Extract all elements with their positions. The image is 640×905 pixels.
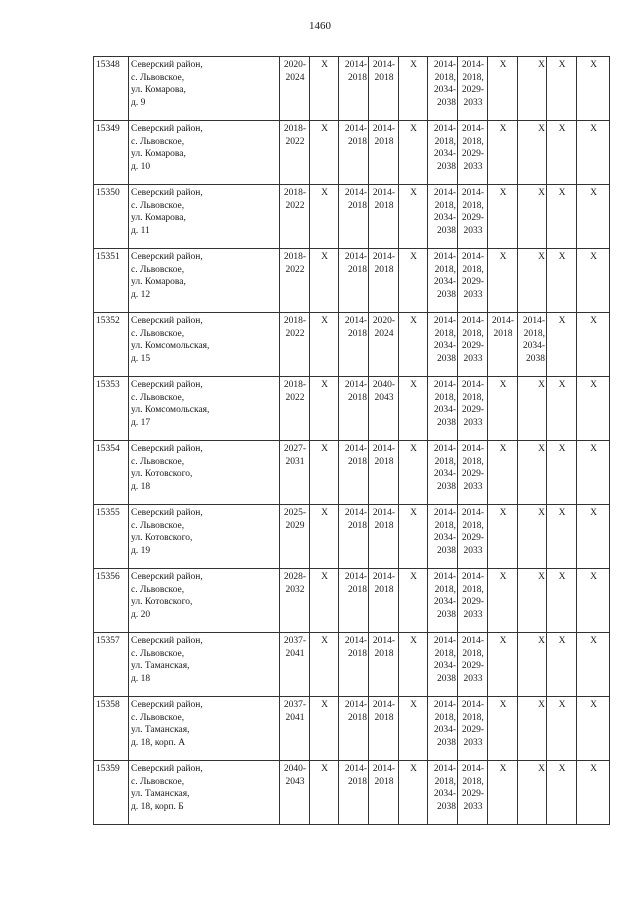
- address-cell: Северский район, с. Львовское, ул. Комсомольская, д. 17: [129, 377, 280, 441]
- period-cell: 2014- 2018, 2034- 2038: [518, 313, 547, 377]
- period-cell: 2014- 2018, 2034- 2038: [428, 569, 458, 633]
- period-cell: 2014- 2018, 2029- 2033: [458, 249, 488, 313]
- table-row: [94, 57, 610, 121]
- period-cell: 2014- 2018: [339, 505, 369, 569]
- period-cell: 2014- 2018: [339, 377, 369, 441]
- mark-cell: X: [310, 377, 339, 441]
- mark-cell: X: [399, 185, 428, 249]
- mark-cell: X: [310, 57, 339, 121]
- period-cell: 2014- 2018, 2034- 2038: [428, 505, 458, 569]
- period-cell: X: [488, 761, 518, 825]
- period-cell: 2037- 2041: [280, 633, 310, 697]
- period-cell: 2018- 2022: [280, 249, 310, 313]
- period-cell: 2014- 2018: [369, 697, 399, 761]
- address-cell: Северский район, с. Львовское, ул. Таманская, д. 18: [129, 633, 280, 697]
- mark-cell: X: [310, 121, 339, 185]
- period-cell: 2014- 2018: [369, 633, 399, 697]
- period-cell: 2014- 2018, 2034- 2038: [428, 441, 458, 505]
- period-cell: 2014- 2018: [369, 57, 399, 121]
- table-row: [94, 697, 610, 761]
- row-number-cell: 15352: [94, 313, 129, 377]
- period-cell: X: [488, 249, 518, 313]
- period-cell: X: [488, 121, 518, 185]
- address-cell: Северский район, с. Львовское, ул. Таманская, д. 18, корп. А: [129, 697, 280, 761]
- repair-schedule-table: [93, 56, 610, 825]
- period-cell: X: [518, 249, 547, 313]
- period-cell: X: [488, 697, 518, 761]
- period-cell: X: [488, 505, 518, 569]
- table-row: [94, 377, 610, 441]
- period-cell: 2014- 2018, 2034- 2038: [428, 185, 458, 249]
- mark-cell: X: [310, 569, 339, 633]
- period-cell: 2014- 2018, 2029- 2033: [458, 569, 488, 633]
- mark-cell: X: [547, 377, 577, 441]
- mark-cell: X: [399, 441, 428, 505]
- table-row: [94, 761, 610, 825]
- mark-cell: X: [547, 313, 577, 377]
- table-row: [94, 569, 610, 633]
- period-cell: 2014- 2018, 2034- 2038: [428, 249, 458, 313]
- period-cell: 2018- 2022: [280, 377, 310, 441]
- row-number-cell: 15359: [94, 761, 129, 825]
- mark-cell: X: [399, 313, 428, 377]
- period-cell: 2025- 2029: [280, 505, 310, 569]
- period-cell: X: [518, 697, 547, 761]
- period-cell: 2014- 2018, 2034- 2038: [428, 633, 458, 697]
- period-cell: X: [518, 633, 547, 697]
- mark-cell: X: [547, 249, 577, 313]
- address-cell: Северский район, с. Львовское, ул. Таманская, д. 18, корп. Б: [129, 761, 280, 825]
- mark-cell: X: [310, 185, 339, 249]
- address-cell: Северский район, с. Львовское, ул. Комарова, д. 9: [129, 57, 280, 121]
- mark-cell: X: [577, 185, 610, 249]
- period-cell: 2014- 2018, 2029- 2033: [458, 505, 488, 569]
- period-cell: 2014- 2018, 2029- 2033: [458, 57, 488, 121]
- mark-cell: X: [399, 761, 428, 825]
- mark-cell: X: [547, 697, 577, 761]
- period-cell: 2014- 2018: [369, 185, 399, 249]
- period-cell: 2014- 2018, 2029- 2033: [458, 185, 488, 249]
- page-number: 1460: [309, 20, 331, 32]
- period-cell: 2014- 2018, 2029- 2033: [458, 377, 488, 441]
- mark-cell: X: [399, 697, 428, 761]
- period-cell: 2028- 2032: [280, 569, 310, 633]
- period-cell: 2020- 2024: [369, 313, 399, 377]
- table-row: [94, 505, 610, 569]
- period-cell: 2014- 2018, 2029- 2033: [458, 633, 488, 697]
- period-cell: 2014- 2018: [339, 249, 369, 313]
- row-number-cell: 15353: [94, 377, 129, 441]
- mark-cell: X: [577, 121, 610, 185]
- period-cell: X: [488, 185, 518, 249]
- mark-cell: X: [547, 185, 577, 249]
- period-cell: 2018- 2022: [280, 121, 310, 185]
- mark-cell: X: [547, 121, 577, 185]
- period-cell: 2014- 2018: [339, 185, 369, 249]
- period-cell: 2014- 2018, 2029- 2033: [458, 121, 488, 185]
- period-cell: 2037- 2041: [280, 697, 310, 761]
- row-number-cell: 15349: [94, 121, 129, 185]
- row-number-cell: 15348: [94, 57, 129, 121]
- mark-cell: X: [310, 697, 339, 761]
- mark-cell: X: [547, 505, 577, 569]
- period-cell: X: [488, 569, 518, 633]
- period-cell: X: [518, 377, 547, 441]
- mark-cell: X: [399, 377, 428, 441]
- mark-cell: X: [310, 633, 339, 697]
- period-cell: 2014- 2018: [369, 121, 399, 185]
- mark-cell: X: [310, 313, 339, 377]
- row-number-cell: 15357: [94, 633, 129, 697]
- mark-cell: X: [399, 249, 428, 313]
- mark-cell: X: [577, 697, 610, 761]
- mark-cell: X: [399, 633, 428, 697]
- period-cell: 2014- 2018, 2034- 2038: [428, 313, 458, 377]
- period-cell: 2014- 2018, 2029- 2033: [458, 441, 488, 505]
- address-cell: Северский район, с. Львовское, ул. Котовского, д. 19: [129, 505, 280, 569]
- period-cell: 2014- 2018: [369, 249, 399, 313]
- period-cell: X: [488, 633, 518, 697]
- address-cell: Северский район, с. Львовское, ул. Комарова, д. 12: [129, 249, 280, 313]
- row-number-cell: 15356: [94, 569, 129, 633]
- period-cell: 2014- 2018: [488, 313, 518, 377]
- mark-cell: X: [547, 57, 577, 121]
- period-cell: X: [518, 761, 547, 825]
- mark-cell: X: [547, 441, 577, 505]
- mark-cell: X: [577, 633, 610, 697]
- mark-cell: X: [547, 633, 577, 697]
- address-cell: Северский район, с. Львовское, ул. Комарова, д. 11: [129, 185, 280, 249]
- period-cell: 2014- 2018: [339, 697, 369, 761]
- period-cell: 2014- 2018, 2034- 2038: [428, 57, 458, 121]
- mark-cell: X: [577, 313, 610, 377]
- period-cell: X: [518, 185, 547, 249]
- period-cell: 2014- 2018: [339, 121, 369, 185]
- period-cell: 2014- 2018, 2029- 2033: [458, 697, 488, 761]
- period-cell: 2014- 2018: [339, 761, 369, 825]
- mark-cell: X: [577, 377, 610, 441]
- period-cell: 2020- 2024: [280, 57, 310, 121]
- mark-cell: X: [310, 505, 339, 569]
- table-row: [94, 313, 610, 377]
- period-cell: X: [488, 441, 518, 505]
- period-cell: 2014- 2018, 2034- 2038: [428, 761, 458, 825]
- table-row: [94, 249, 610, 313]
- mark-cell: X: [577, 441, 610, 505]
- table-row: [94, 633, 610, 697]
- mark-cell: X: [310, 441, 339, 505]
- period-cell: 2014- 2018: [339, 57, 369, 121]
- mark-cell: X: [399, 569, 428, 633]
- row-number-cell: 15358: [94, 697, 129, 761]
- period-cell: 2027- 2031: [280, 441, 310, 505]
- period-cell: 2014- 2018: [369, 761, 399, 825]
- mark-cell: X: [310, 761, 339, 825]
- mark-cell: X: [547, 761, 577, 825]
- mark-cell: X: [399, 505, 428, 569]
- address-cell: Северский район, с. Львовское, ул. Котовского, д. 20: [129, 569, 280, 633]
- mark-cell: X: [310, 249, 339, 313]
- period-cell: 2040- 2043: [369, 377, 399, 441]
- mark-cell: X: [399, 57, 428, 121]
- period-cell: 2014- 2018: [369, 569, 399, 633]
- period-cell: X: [518, 505, 547, 569]
- period-cell: 2014- 2018, 2029- 2033: [458, 313, 488, 377]
- period-cell: X: [488, 377, 518, 441]
- address-cell: Северский район, с. Львовское, ул. Комарова, д. 10: [129, 121, 280, 185]
- row-number-cell: 15350: [94, 185, 129, 249]
- period-cell: 2014- 2018, 2029- 2033: [458, 761, 488, 825]
- period-cell: X: [518, 569, 547, 633]
- row-number-cell: 15351: [94, 249, 129, 313]
- period-cell: 2014- 2018, 2034- 2038: [428, 697, 458, 761]
- table-row: [94, 185, 610, 249]
- period-cell: X: [488, 57, 518, 121]
- period-cell: 2018- 2022: [280, 185, 310, 249]
- address-cell: Северский район, с. Львовское, ул. Котовского, д. 18: [129, 441, 280, 505]
- period-cell: 2014- 2018, 2034- 2038: [428, 377, 458, 441]
- mark-cell: X: [577, 569, 610, 633]
- mark-cell: X: [547, 569, 577, 633]
- address-cell: Северский район, с. Львовское, ул. Комсомольская, д. 15: [129, 313, 280, 377]
- table-row: [94, 121, 610, 185]
- period-cell: 2014- 2018: [369, 441, 399, 505]
- row-number-cell: 15354: [94, 441, 129, 505]
- mark-cell: X: [577, 57, 610, 121]
- row-number-cell: 15355: [94, 505, 129, 569]
- period-cell: X: [518, 57, 547, 121]
- table-body: [94, 57, 610, 825]
- mark-cell: X: [577, 505, 610, 569]
- period-cell: 2018- 2022: [280, 313, 310, 377]
- period-cell: 2040- 2043: [280, 761, 310, 825]
- period-cell: 2014- 2018: [369, 505, 399, 569]
- mark-cell: X: [399, 121, 428, 185]
- period-cell: 2014- 2018: [339, 441, 369, 505]
- period-cell: 2014- 2018: [339, 569, 369, 633]
- table-row: [94, 441, 610, 505]
- mark-cell: X: [577, 761, 610, 825]
- mark-cell: X: [577, 249, 610, 313]
- period-cell: 2014- 2018: [339, 313, 369, 377]
- period-cell: 2014- 2018, 2034- 2038: [428, 121, 458, 185]
- period-cell: X: [518, 441, 547, 505]
- period-cell: 2014- 2018: [339, 633, 369, 697]
- period-cell: X: [518, 121, 547, 185]
